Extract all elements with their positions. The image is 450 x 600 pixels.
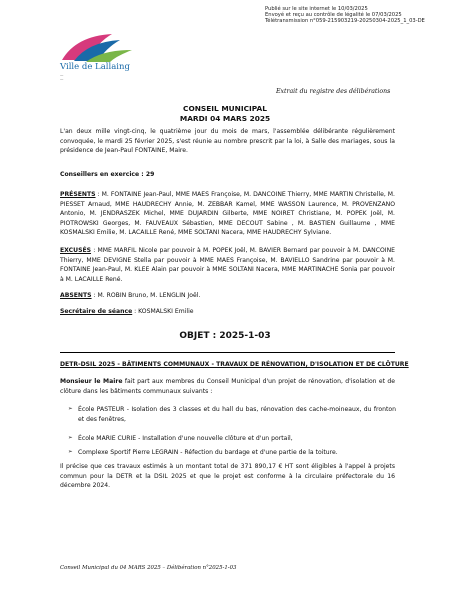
- counselors-count: Conseillers en exercice : 29: [60, 171, 155, 178]
- cost-paragraph: Il précise que ces travaux estimés à un montant total de 371 890,17 € HT sont éligibles à l'appel à projets commun pour la DETR et la DSIL 2025 et que le projet est conforme à la circulaire préfectorale du 16 décembre 2024.: [60, 463, 395, 490]
- excused-paragraph: [60, 246, 395, 284]
- intro-paragraph: L'an deux mille vingt-cinq, le quatrième jour du mois de mars, l'assemblée délibérante régulièrement convoquée, le mardi 25 février 2025, s'est réunie au nombre prescrit par la loi, à Salle des mariages, sous la présidence de Jean-Paul FONTAINE, Maire.: [60, 128, 395, 155]
- excused-label: EXCUSÉS: [60, 247, 92, 254]
- mayor-statement-text: fait part aux membres du Conseil Municipal d'un projet de rénovation, d'isolation et de clôture dans les bâtiments communaux suivants :: [60, 378, 395, 395]
- logo-subtitle: [60, 73, 63, 81]
- arrow-bullet-icon: ➢: [68, 406, 73, 412]
- logo-town-name: Ville de Lallaing: [60, 62, 130, 72]
- present-paragraph: [60, 190, 395, 238]
- list-item: [68, 434, 396, 444]
- present-label: PRÉSENTS: [60, 191, 96, 198]
- stamp-line-transmission: Télétransmission n°059-215903219-20250304-2025_1_03-DE: [265, 18, 425, 25]
- transmission-stamp: [265, 6, 425, 25]
- stamp-line-published: Publié sur le site internet le 10/03/2025: [265, 6, 368, 12]
- absents-list: : M. ROBIN Bruno, M. LENGLIN Joël.: [91, 292, 201, 299]
- secretary-name: : KOSMALSKI Emilie: [132, 308, 194, 315]
- list-item-name: Complexe Sportif Pierre LEGRAIN: [78, 449, 179, 456]
- town-logo: [58, 30, 138, 92]
- meeting-date: MARDI 04 MARS 2025: [179, 114, 271, 123]
- arrow-bullet-icon: ➢: [68, 449, 73, 455]
- logo-subtitle-line-2: —: [60, 77, 64, 82]
- deliberation-object: OBJET : 2025-1-03: [179, 331, 271, 341]
- present-list: : M. FONTAINE Jean-Paul, MME MAES Françoise, M. DANCOINE Thierry, MME MARTIN Christelle, M. PIESSET Arnaud, MME HAUDRECHY Annie, M. ZEBBAR Kamel, MME WASSON Laurence, M. PROVENZANO Antonio, M. JENDRASZEK Michel, MME DUJARDIN Gilberte, MME NOIRET Christiane, M. POPEK Joël, M. PIOTROWSKI Georges, M. FAUVEAUX Sébastien, MME DECOUT Sabine , M. BASTIEN Guillaume , MME KOSMALSKI Emilie, M. LACAILLE René, MME SOLTANI Nacera, MME HAUDRECHY Sylviane.: [60, 191, 395, 237]
- secretary-paragraph: [60, 307, 395, 317]
- logo-swoosh-icon: [58, 30, 138, 64]
- list-item: [68, 448, 396, 458]
- list-item: [68, 405, 396, 424]
- list-item-text: - Isolation des 3 classes et du hall du bas, rénovation des cache-moineaux, du fronton et des fenêtres,: [78, 406, 396, 423]
- council-heading: CONSEIL MUNICIPAL: [183, 104, 267, 113]
- secretary-label: Secrétaire de séance: [60, 308, 133, 315]
- stamp-line-received: Envoyé et reçu au contrôle de légalité le 07/03/2025: [265, 12, 402, 19]
- register-extract-label: Extrait du registre des délibérations: [276, 88, 391, 95]
- page-footer: Conseil Municipal du 04 MARS 2025 – Délibération n°2025-1-03: [60, 565, 237, 571]
- arrow-bullet-icon: ➢: [68, 435, 73, 441]
- list-item-name: École MARIE CURIE: [78, 435, 137, 442]
- absents-label: ABSENTS: [60, 292, 92, 299]
- list-item-text: - Installation d'une nouvelle clôture et d'un portail,: [136, 435, 293, 442]
- mayor-statement: [60, 377, 395, 396]
- deliberation-title: DETR-DSIL 2025 - BÂTIMENTS COMMUNAUX - TRAVAUX DE RÉNOVATION, D'ISOLATION ET DE CLÔTURE: [60, 361, 409, 368]
- mayor-lead: Monsieur le Maire: [60, 378, 123, 385]
- list-item-name: École PASTEUR: [78, 406, 125, 413]
- section-divider: [60, 352, 395, 353]
- absents-paragraph: [60, 291, 395, 301]
- excused-list: : MME MARFIL Nicole par pouvoir à M. POPEK Joël, M. BAVIER Bernard par pouvoir à M. DANCOINE Thierry, MME DEVIGNE Stella par pouvoir à MME MAES Françoise, M. BAVIELLO Sandrine par pouvoir à M. FONTAINE Jean-Paul, M. KLEE Alain par pouvoir à MME SOLTANI Nacera, MME MARTINACHE Sonia par pouvoir à M. LACAILLE René.: [60, 247, 395, 283]
- logo-subtitle-line-1: —: [60, 73, 64, 77]
- list-item-text: - Réfection du bardage et d'une partie de la toiture.: [178, 449, 338, 456]
